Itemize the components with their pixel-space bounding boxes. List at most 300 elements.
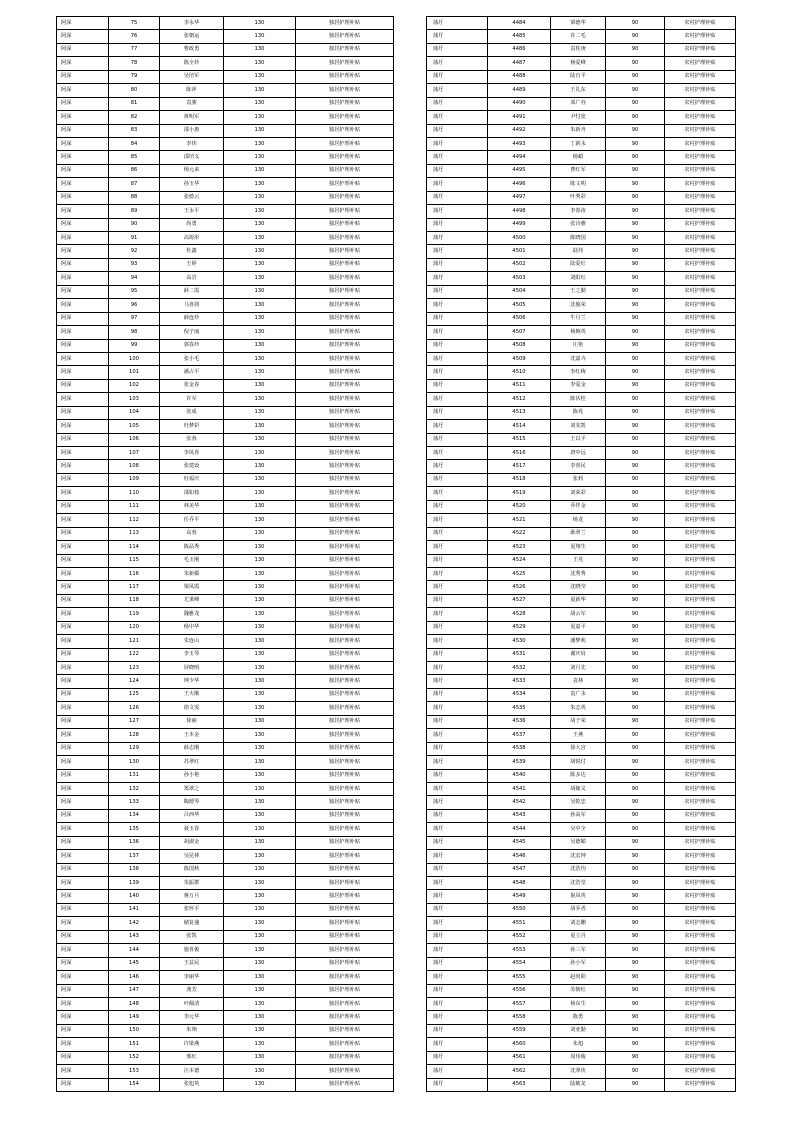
subsidy-type-cell: 独居护理补贴 xyxy=(296,608,394,621)
town-cell: 阿深 xyxy=(57,433,109,446)
table-row xyxy=(57,205,394,218)
name-cell: 施喜俊 xyxy=(160,944,224,957)
subsidy-type-cell: 农村护理补贴 xyxy=(665,944,736,957)
name-cell: 陆爱红 xyxy=(551,258,606,271)
town-cell: 阿深 xyxy=(57,339,109,352)
town-cell: 阿深 xyxy=(57,796,109,809)
table-row xyxy=(57,675,394,688)
serial-number-cell: 130 xyxy=(109,756,160,769)
town-cell: 阿深 xyxy=(57,594,109,607)
serial-number-cell: 99 xyxy=(109,339,160,352)
name-cell: 杨中华 xyxy=(160,621,224,634)
subsidy-type-cell: 农村护理补贴 xyxy=(665,527,736,540)
serial-number-cell: 4510 xyxy=(488,366,551,379)
serial-number-cell: 95 xyxy=(109,285,160,298)
town-cell: 蒲圩 xyxy=(427,715,488,728)
name-cell: 王燕 xyxy=(551,729,606,742)
subsidy-type-cell: 农村护理补贴 xyxy=(665,675,736,688)
amount-cell: 130 xyxy=(224,1065,296,1078)
name-cell: 沈浩堂 xyxy=(551,877,606,890)
serial-number-cell: 4519 xyxy=(488,487,551,500)
serial-number-cell: 140 xyxy=(109,890,160,903)
name-cell: 沈宏钟 xyxy=(551,850,606,863)
town-cell: 蒲圩 xyxy=(427,877,488,890)
table-row xyxy=(427,581,736,594)
table-row xyxy=(427,245,736,258)
subsidy-type-cell: 农村护理补贴 xyxy=(665,339,736,352)
subsidy-type-cell: 独居护理补贴 xyxy=(296,567,394,580)
table-row xyxy=(57,379,394,392)
name-cell: 倪子丽 xyxy=(160,326,224,339)
serial-number-cell: 4558 xyxy=(488,1011,551,1024)
table-row xyxy=(57,473,394,486)
subsidy-type-cell: 独居护理补贴 xyxy=(296,379,394,392)
name-cell: 胡嫁义 xyxy=(551,782,606,795)
name-cell: 张建设 xyxy=(160,460,224,473)
serial-number-cell: 124 xyxy=(109,675,160,688)
subsidy-type-cell: 独居护理补贴 xyxy=(296,930,394,943)
amount-cell: 90 xyxy=(606,17,665,30)
table-row xyxy=(57,756,394,769)
subsidy-type-cell: 独居护理补贴 xyxy=(296,890,394,903)
name-cell: 梁凤霞 xyxy=(160,581,224,594)
amount-cell: 90 xyxy=(606,635,665,648)
subsidy-type-cell: 独居护理补贴 xyxy=(296,756,394,769)
serial-number-cell: 4559 xyxy=(488,1024,551,1037)
name-cell: 夏嘉平 xyxy=(551,621,606,634)
table-row xyxy=(57,164,394,177)
subsidy-type-cell: 农村护理补贴 xyxy=(665,957,736,970)
name-cell: 袁广永 xyxy=(551,688,606,701)
town-cell: 蒲圩 xyxy=(427,729,488,742)
name-cell: 陈国秋 xyxy=(160,863,224,876)
subsidy-type-cell: 农村护理补贴 xyxy=(665,43,736,56)
town-cell: 蒲圩 xyxy=(427,447,488,460)
name-cell: 叶佩清 xyxy=(160,997,224,1010)
town-cell: 阿深 xyxy=(57,487,109,500)
town-cell: 蒲圩 xyxy=(427,191,488,204)
subsidy-type-cell: 农村护理补贴 xyxy=(665,30,736,43)
serial-number-cell: 128 xyxy=(109,729,160,742)
amount-cell: 90 xyxy=(606,191,665,204)
name-cell: 李元华 xyxy=(160,1011,224,1024)
town-cell: 蒲圩 xyxy=(427,984,488,997)
serial-number-cell: 4538 xyxy=(488,742,551,755)
serial-number-cell: 102 xyxy=(109,379,160,392)
subsidy-type-cell: 农村护理补贴 xyxy=(665,984,736,997)
subsidy-type-cell: 独居护理补贴 xyxy=(296,688,394,701)
amount-cell: 130 xyxy=(224,997,296,1010)
serial-number-cell: 4536 xyxy=(488,715,551,728)
subsidy-type-cell: 独居护理补贴 xyxy=(296,796,394,809)
town-cell: 蒲圩 xyxy=(427,232,488,245)
subsidy-type-cell: 农村护理补贴 xyxy=(665,500,736,513)
name-cell: 邓广谷 xyxy=(551,97,606,110)
subsidy-type-cell: 独居护理补贴 xyxy=(296,366,394,379)
subsidy-type-cell: 农村护理补贴 xyxy=(665,433,736,446)
name-cell: 袁林 xyxy=(551,675,606,688)
table-row xyxy=(427,702,736,715)
name-cell: 庄艳 xyxy=(551,339,606,352)
amount-cell: 90 xyxy=(606,473,665,486)
subsidy-type-cell: 农村护理补贴 xyxy=(665,742,736,755)
town-cell: 蒲圩 xyxy=(427,1024,488,1037)
name-cell: 沈翠侠 xyxy=(551,1065,606,1078)
name-cell: 曹政勇 xyxy=(160,43,224,56)
town-cell: 阿深 xyxy=(57,57,109,70)
town-cell: 蒲圩 xyxy=(427,688,488,701)
subsidy-type-cell: 农村护理补贴 xyxy=(665,366,736,379)
amount-cell: 90 xyxy=(606,1038,665,1051)
town-cell: 阿深 xyxy=(57,473,109,486)
name-cell: 朱志英 xyxy=(551,702,606,715)
town-cell: 蒲圩 xyxy=(427,621,488,634)
table-row xyxy=(57,850,394,863)
name-cell: 陈萍 xyxy=(160,84,224,97)
name-cell: 潘梦莉 xyxy=(551,635,606,648)
subsidy-type-cell: 独居护理补贴 xyxy=(296,420,394,433)
name-cell: 朱翔 xyxy=(160,1024,224,1037)
serial-number-cell: 121 xyxy=(109,635,160,648)
name-cell: 陈勇 xyxy=(551,1011,606,1024)
table-row xyxy=(427,420,736,433)
table-row xyxy=(57,769,394,782)
subsidy-type-cell: 农村护理补贴 xyxy=(665,111,736,124)
town-cell: 蒲圩 xyxy=(427,433,488,446)
subsidy-type-cell: 独居护理补贴 xyxy=(296,205,394,218)
serial-number-cell: 87 xyxy=(109,178,160,191)
serial-number-cell: 112 xyxy=(109,514,160,527)
subsidy-type-cell: 独居护理补贴 xyxy=(296,621,394,634)
serial-number-cell: 4512 xyxy=(488,393,551,406)
table-row xyxy=(427,84,736,97)
table-row xyxy=(427,903,736,916)
town-cell: 阿深 xyxy=(57,863,109,876)
name-cell: 朱新舟 xyxy=(551,124,606,137)
town-cell: 蒲圩 xyxy=(427,406,488,419)
serial-number-cell: 4524 xyxy=(488,554,551,567)
amount-cell: 130 xyxy=(224,514,296,527)
amount-cell: 130 xyxy=(224,1051,296,1064)
name-cell: 任乔平 xyxy=(160,514,224,527)
table-row xyxy=(57,567,394,580)
table-row xyxy=(427,487,736,500)
serial-number-cell: 4545 xyxy=(488,836,551,849)
name-cell: 吴中全 xyxy=(551,823,606,836)
name-cell: 王礼东 xyxy=(551,84,606,97)
table-row xyxy=(57,594,394,607)
subsidy-type-cell: 独居护理补贴 xyxy=(296,191,394,204)
subsidy-type-cell: 独居护理补贴 xyxy=(296,97,394,110)
subsidy-type-cell: 独居护理补贴 xyxy=(296,339,394,352)
serial-number-cell: 4525 xyxy=(488,567,551,580)
subsidy-type-cell: 独居护理补贴 xyxy=(296,742,394,755)
amount-cell: 90 xyxy=(606,836,665,849)
table-row xyxy=(427,326,736,339)
table-row xyxy=(427,662,736,675)
table-row xyxy=(57,84,394,97)
table-row xyxy=(427,608,736,621)
town-cell: 蒲圩 xyxy=(427,1065,488,1078)
amount-cell: 90 xyxy=(606,930,665,943)
subsidy-type-cell: 独居护理补贴 xyxy=(296,164,394,177)
amount-cell: 130 xyxy=(224,930,296,943)
town-cell: 阿深 xyxy=(57,756,109,769)
table-row xyxy=(427,1051,736,1064)
amount-cell: 130 xyxy=(224,823,296,836)
amount-cell: 130 xyxy=(224,594,296,607)
table-row xyxy=(427,567,736,580)
table-row xyxy=(427,137,736,150)
subsidy-type-cell: 独居护理补贴 xyxy=(296,245,394,258)
town-cell: 蒲圩 xyxy=(427,554,488,567)
serial-number-cell: 4516 xyxy=(488,447,551,460)
subsidy-type-cell: 农村护理补贴 xyxy=(665,1051,736,1064)
subsidy-type-cell: 农村护理补贴 xyxy=(665,447,736,460)
subsidy-type-cell: 农村护理补贴 xyxy=(665,124,736,137)
name-cell: 陈文明 xyxy=(551,178,606,191)
table-row xyxy=(57,447,394,460)
serial-number-cell: 4527 xyxy=(488,594,551,607)
table-row xyxy=(427,1038,736,1051)
name-cell: 杜福庆 xyxy=(160,473,224,486)
serial-number-cell: 105 xyxy=(109,420,160,433)
amount-cell: 130 xyxy=(224,621,296,634)
subsidy-type-cell: 独居护理补贴 xyxy=(296,487,394,500)
town-cell: 阿深 xyxy=(57,917,109,930)
serial-number-cell: 4485 xyxy=(488,30,551,43)
town-cell: 阿深 xyxy=(57,285,109,298)
right-subsidy-table xyxy=(426,16,736,1092)
table-row xyxy=(57,930,394,943)
amount-cell: 90 xyxy=(606,326,665,339)
town-cell: 蒲圩 xyxy=(427,30,488,43)
table-row xyxy=(427,729,736,742)
town-cell: 蒲圩 xyxy=(427,836,488,849)
town-cell: 阿深 xyxy=(57,1065,109,1078)
town-cell: 蒲圩 xyxy=(427,111,488,124)
amount-cell: 90 xyxy=(606,178,665,191)
serial-number-cell: 4550 xyxy=(488,903,551,916)
table-row xyxy=(427,769,736,782)
serial-number-cell: 4484 xyxy=(488,17,551,30)
subsidy-type-cell: 农村护理补贴 xyxy=(665,1065,736,1078)
name-cell: 吴德媚 xyxy=(551,836,606,849)
name-cell: 张莉 xyxy=(551,473,606,486)
serial-number-cell: 4534 xyxy=(488,688,551,701)
table-row xyxy=(427,312,736,325)
subsidy-type-cell: 农村护理补贴 xyxy=(665,178,736,191)
subsidy-type-cell: 独居护理补贴 xyxy=(296,729,394,742)
table-row xyxy=(427,514,736,527)
name-cell: 王大顺 xyxy=(160,688,224,701)
name-cell: 屏晓明 xyxy=(160,662,224,675)
name-cell: 沈嘉卉 xyxy=(551,352,606,365)
amount-cell: 130 xyxy=(224,1078,296,1091)
town-cell: 蒲圩 xyxy=(427,635,488,648)
subsidy-type-cell: 独居护理补贴 xyxy=(296,877,394,890)
name-cell: 张德云 xyxy=(160,191,224,204)
table-row xyxy=(427,447,736,460)
town-cell: 蒲圩 xyxy=(427,608,488,621)
amount-cell: 90 xyxy=(606,460,665,473)
subsidy-type-cell: 农村护理补贴 xyxy=(665,1024,736,1037)
name-cell: 李爱金 xyxy=(551,379,606,392)
subsidy-type-cell: 独居护理补贴 xyxy=(296,70,394,83)
town-cell: 阿深 xyxy=(57,379,109,392)
subsidy-type-cell: 农村护理补贴 xyxy=(665,554,736,567)
amount-cell: 90 xyxy=(606,903,665,916)
name-cell: 陆自平 xyxy=(551,70,606,83)
amount-cell: 90 xyxy=(606,43,665,56)
subsidy-type-cell: 农村护理补贴 xyxy=(665,971,736,984)
table-row xyxy=(427,648,736,661)
town-cell: 阿深 xyxy=(57,1078,109,1091)
amount-cell: 130 xyxy=(224,124,296,137)
serial-number-cell: 144 xyxy=(109,944,160,957)
name-cell: 沈秀秀 xyxy=(551,567,606,580)
town-cell: 蒲圩 xyxy=(427,1078,488,1091)
table-row xyxy=(57,541,394,554)
subsidy-type-cell: 独居护理补贴 xyxy=(296,1051,394,1064)
serial-number-cell: 77 xyxy=(109,43,160,56)
name-cell: 高蓉 xyxy=(160,527,224,540)
serial-number-cell: 103 xyxy=(109,393,160,406)
amount-cell: 90 xyxy=(606,111,665,124)
serial-number-cell: 4514 xyxy=(488,420,551,433)
name-cell: 王之勤 xyxy=(551,285,606,298)
table-row xyxy=(427,782,736,795)
amount-cell: 90 xyxy=(606,500,665,513)
table-row xyxy=(57,581,394,594)
town-cell: 阿深 xyxy=(57,326,109,339)
town-cell: 蒲圩 xyxy=(427,379,488,392)
amount-cell: 90 xyxy=(606,742,665,755)
amount-cell: 130 xyxy=(224,191,296,204)
subsidy-type-cell: 独居护理补贴 xyxy=(296,258,394,271)
town-cell: 阿深 xyxy=(57,352,109,365)
table-row xyxy=(57,997,394,1010)
table-row xyxy=(427,178,736,191)
name-cell: 刘荣彩 xyxy=(551,487,606,500)
subsidy-type-cell: 独居护理补贴 xyxy=(296,272,394,285)
table-row xyxy=(57,178,394,191)
name-cell: 朱连山 xyxy=(160,635,224,648)
table-row xyxy=(427,823,736,836)
amount-cell: 90 xyxy=(606,823,665,836)
amount-cell: 130 xyxy=(224,30,296,43)
serial-number-cell: 83 xyxy=(109,124,160,137)
serial-number-cell: 90 xyxy=(109,218,160,231)
amount-cell: 90 xyxy=(606,312,665,325)
serial-number-cell: 114 xyxy=(109,541,160,554)
serial-number-cell: 97 xyxy=(109,312,160,325)
amount-cell: 90 xyxy=(606,97,665,110)
serial-number-cell: 4556 xyxy=(488,984,551,997)
town-cell: 阿深 xyxy=(57,662,109,675)
amount-cell: 130 xyxy=(224,836,296,849)
town-cell: 蒲圩 xyxy=(427,527,488,540)
amount-cell: 130 xyxy=(224,299,296,312)
subsidy-type-cell: 农村护理补贴 xyxy=(665,823,736,836)
serial-number-cell: 76 xyxy=(109,30,160,43)
table-row xyxy=(57,352,394,365)
subsidy-type-cell: 独居护理补贴 xyxy=(296,299,394,312)
amount-cell: 90 xyxy=(606,675,665,688)
serial-number-cell: 4522 xyxy=(488,527,551,540)
serial-number-cell: 96 xyxy=(109,299,160,312)
subsidy-type-cell: 独居护理补贴 xyxy=(296,1078,394,1091)
town-cell: 阿深 xyxy=(57,621,109,634)
subsidy-type-cell: 独居护理补贴 xyxy=(296,473,394,486)
subsidy-type-cell: 独居护理补贴 xyxy=(296,594,394,607)
town-cell: 蒲圩 xyxy=(427,863,488,876)
name-cell: 沈浩均 xyxy=(551,863,606,876)
serial-number-cell: 86 xyxy=(109,164,160,177)
town-cell: 蒲圩 xyxy=(427,97,488,110)
table-row xyxy=(427,433,736,446)
name-cell: 朱旭 xyxy=(551,1038,606,1051)
name-cell: 王以平 xyxy=(551,433,606,446)
amount-cell: 130 xyxy=(224,232,296,245)
amount-cell: 90 xyxy=(606,594,665,607)
table-row xyxy=(427,554,736,567)
amount-cell: 90 xyxy=(606,729,665,742)
amount-cell: 90 xyxy=(606,57,665,70)
serial-number-cell: 4552 xyxy=(488,930,551,943)
name-cell: 陈全珍 xyxy=(160,57,224,70)
table-row xyxy=(427,944,736,957)
subsidy-type-cell: 农村护理补贴 xyxy=(665,648,736,661)
left-subsidy-table xyxy=(56,16,394,1092)
town-cell: 蒲圩 xyxy=(427,500,488,513)
table-row xyxy=(57,944,394,957)
table-row xyxy=(57,1065,394,1078)
serial-number-cell: 108 xyxy=(109,460,160,473)
name-cell: 沈俊荣 xyxy=(551,299,606,312)
amount-cell: 90 xyxy=(606,581,665,594)
town-cell: 蒲圩 xyxy=(427,299,488,312)
amount-cell: 90 xyxy=(606,662,665,675)
table-row xyxy=(427,500,736,513)
serial-number-cell: 4539 xyxy=(488,756,551,769)
amount-cell: 130 xyxy=(224,890,296,903)
subsidy-type-cell: 农村护理补贴 xyxy=(665,473,736,486)
serial-number-cell: 4521 xyxy=(488,514,551,527)
serial-number-cell: 147 xyxy=(109,984,160,997)
subsidy-type-cell: 农村护理补贴 xyxy=(665,57,736,70)
subsidy-type-cell: 独居护理补贴 xyxy=(296,433,394,446)
name-cell: 梁德华 xyxy=(551,17,606,30)
serial-number-cell: 79 xyxy=(109,70,160,83)
subsidy-type-cell: 独居护理补贴 xyxy=(296,944,394,957)
table-row xyxy=(427,863,736,876)
table-row xyxy=(57,137,394,150)
town-cell: 蒲圩 xyxy=(427,514,488,527)
town-cell: 蒲圩 xyxy=(427,702,488,715)
subsidy-type-cell: 农村护理补贴 xyxy=(665,137,736,150)
table-row xyxy=(57,971,394,984)
serial-number-cell: 154 xyxy=(109,1078,160,1091)
table-row xyxy=(427,997,736,1010)
serial-number-cell: 4523 xyxy=(488,541,551,554)
subsidy-type-cell: 农村护理补贴 xyxy=(665,541,736,554)
serial-number-cell: 101 xyxy=(109,366,160,379)
serial-number-cell: 4499 xyxy=(488,218,551,231)
subsidy-type-cell: 农村护理补贴 xyxy=(665,420,736,433)
subsidy-type-cell: 独居护理补贴 xyxy=(296,352,394,365)
town-cell: 蒲圩 xyxy=(427,84,488,97)
